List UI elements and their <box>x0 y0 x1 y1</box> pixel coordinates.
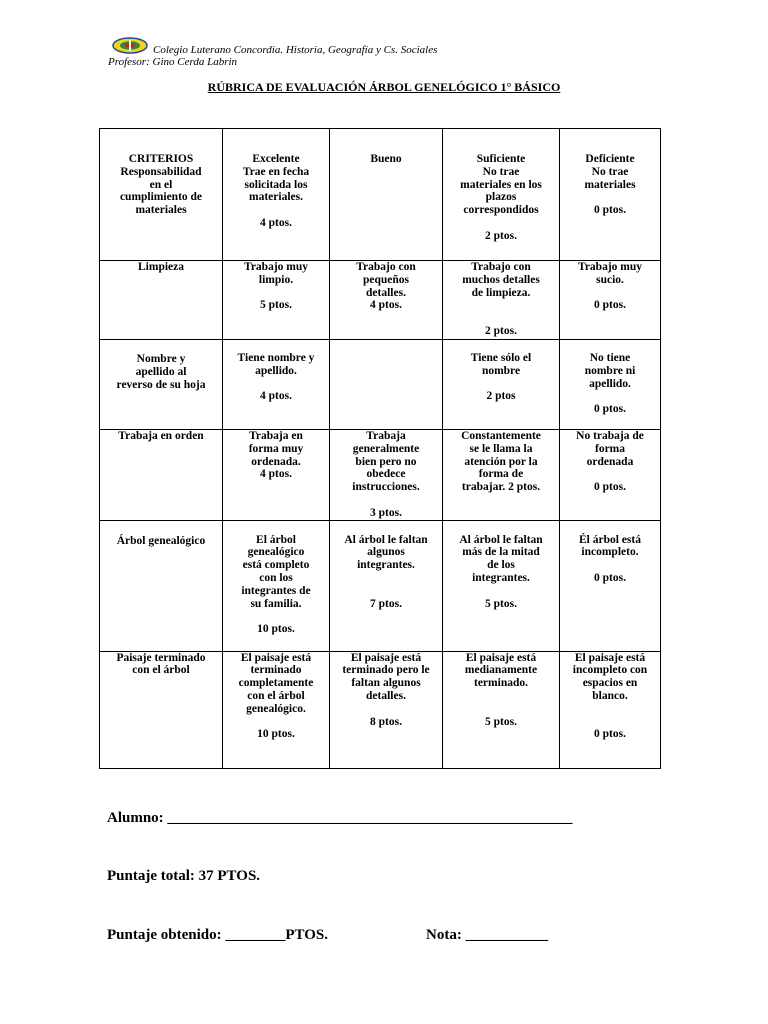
cell-line: Al árbol le faltan <box>344 533 428 546</box>
cell-line: atención por la <box>464 455 538 468</box>
cell-line: terminado. <box>474 677 528 690</box>
cell-line: forma <box>594 442 625 455</box>
alumno-line: Alumno: ______________________________________________________ <box>107 810 573 826</box>
cell-line: No trabaja de <box>576 430 644 442</box>
column-header: Deficiente <box>585 153 635 165</box>
rubric-table <box>99 128 661 769</box>
points-label: 4 ptos. <box>260 216 292 229</box>
cell-line: reverso de su hoja <box>116 378 206 391</box>
cell-line: forma de <box>478 468 524 481</box>
cell-line: con los <box>259 571 293 584</box>
cell-line: trabajar. 2 ptos. <box>461 481 541 494</box>
cell-line: medianamente <box>464 664 538 677</box>
cell-line: apellido. <box>255 364 297 377</box>
rubric-cell-deficiente <box>560 261 661 340</box>
cell-line: Trabaja en <box>249 430 303 442</box>
points-label: 4 ptos. <box>260 468 292 481</box>
cell-line: Tiene nombre y <box>237 352 315 364</box>
rubric-cell-criterion <box>100 129 223 261</box>
points-label: 0 ptos. <box>594 728 626 741</box>
cell-line: plazos <box>485 191 517 204</box>
cell-line: terminado pero le <box>342 664 430 677</box>
cell-line: limpio. <box>258 273 294 286</box>
cell-line: El paisaje está <box>465 651 537 664</box>
cell-line: blanco. <box>592 689 628 702</box>
points-label: 0 ptos. <box>594 571 626 584</box>
cell-line: apellido al <box>135 365 187 378</box>
rubric-cell-excelente <box>223 129 330 261</box>
cell-line: algunos <box>367 546 405 559</box>
cell-line: instrucciones. <box>352 481 420 494</box>
cell-line: Trabajo muy <box>578 261 642 273</box>
points-label: 3 ptos. <box>370 506 402 519</box>
cell-line: Trabaja en orden <box>118 430 204 442</box>
page-title: RÚBRICA DE EVALUACIÓN ÁRBOL GENELÓGICO 1° BÁSICO <box>207 80 561 94</box>
cell-line: genealógico. <box>246 702 306 715</box>
rubric-cell-criterion <box>100 340 223 430</box>
points-label: 0 ptos. <box>594 403 626 416</box>
cell-line: en el <box>149 178 173 191</box>
points-label: 2 ptos <box>486 390 516 403</box>
points-label: 5 ptos. <box>260 299 292 312</box>
points-label: 8 ptos. <box>370 715 402 728</box>
rubric-cell-criterion <box>100 651 223 768</box>
cell-line: ordenada. <box>251 455 301 468</box>
cell-line: nombre ni <box>584 364 636 377</box>
rubric-cell-criterion <box>100 520 223 651</box>
cell-line: Trae en fecha <box>242 165 310 178</box>
points-label: 10 ptos. <box>257 623 295 636</box>
rubric-cell-suficiente <box>443 261 560 340</box>
cell-line: materiales en los <box>460 178 542 191</box>
points-label: 5 ptos. <box>485 715 517 728</box>
cell-line: genealógico <box>247 546 305 559</box>
points-label: 0 ptos. <box>594 204 626 217</box>
cell-line: bien pero no <box>355 455 417 468</box>
cell-line: Trabaja <box>366 430 406 442</box>
points-label: 5 ptos. <box>485 597 517 610</box>
rubric-cell-criterion <box>100 261 223 340</box>
cell-line: de los <box>487 559 515 572</box>
table-row <box>100 651 661 768</box>
cell-line: El paisaje está <box>240 651 312 664</box>
column-header: CRITERIOS <box>128 153 194 165</box>
rubric-cell-bueno <box>330 340 443 430</box>
table-row <box>100 340 661 430</box>
rubric-cell-excelente <box>223 340 330 430</box>
rubric-cell-excelente <box>223 430 330 521</box>
cell-line: forma muy <box>248 442 304 455</box>
rubric-cell-suficiente <box>443 340 560 430</box>
cell-line: detalles. <box>366 689 406 702</box>
puntaje-obtenido: Puntaje obtenido: ________PTOS. <box>107 927 328 943</box>
cell-line: No tiene <box>589 352 631 364</box>
cell-line: su familia. <box>250 597 302 610</box>
column-header: Excelente <box>252 153 300 165</box>
cell-line: pequeños <box>362 273 410 286</box>
rubric-cell-excelente <box>223 520 330 651</box>
cell-line: Paisaje terminado <box>116 651 206 664</box>
points-label: 0 ptos. <box>594 481 626 494</box>
points-label: 4 ptos. <box>370 299 402 312</box>
rubric-cell-deficiente <box>560 340 661 430</box>
points-label: 7 ptos. <box>370 597 402 610</box>
rubric-cell-suficiente <box>443 430 560 521</box>
cell-line: integrantes. <box>357 559 415 572</box>
rubric-cell-bueno <box>330 651 443 768</box>
cell-line: No trae <box>591 165 629 178</box>
cell-line: está completo <box>242 559 310 572</box>
cell-line: completamente <box>238 677 314 690</box>
rubric-cell-bueno <box>330 430 443 521</box>
cell-line: No trae <box>482 165 520 178</box>
rubric-cell-criterion <box>100 430 223 521</box>
cell-line: de limpieza. <box>471 286 531 299</box>
cell-line: El paisaje está <box>350 651 422 664</box>
nota-line: Nota: ___________ <box>426 927 549 943</box>
cell-line: terminado <box>250 664 302 677</box>
rubric-cell-bueno <box>330 261 443 340</box>
points-label: 2 ptos. <box>485 324 517 337</box>
cell-line: con el árbol <box>247 689 305 702</box>
cell-line: generalmente <box>352 442 420 455</box>
cell-line: Trabajo muy <box>244 261 308 273</box>
rubric-cell-deficiente <box>560 129 661 261</box>
cell-line: Nombre y <box>136 353 186 365</box>
rubric-cell-suficiente <box>443 129 560 261</box>
rubric-cell-deficiente <box>560 520 661 651</box>
points-label: 4 ptos. <box>260 390 292 403</box>
cell-line: materiales <box>584 178 636 191</box>
cell-line: Tiene sólo el <box>470 352 532 364</box>
cell-line: cumplimiento de <box>119 191 203 204</box>
cell-line: Limpieza <box>138 261 184 273</box>
cell-line: más de la mitad <box>462 546 540 559</box>
cell-line: obedece <box>366 468 406 481</box>
rubric-cell-bueno <box>330 129 443 261</box>
cell-line: Él árbol está <box>579 533 641 546</box>
column-header: Suficiente <box>476 153 526 165</box>
rubric-cell-suficiente <box>443 520 560 651</box>
table-row <box>100 520 661 651</box>
rubric-cell-suficiente <box>443 651 560 768</box>
cell-line: faltan algunos <box>351 677 421 690</box>
cell-line: El paisaje está <box>574 651 646 664</box>
cell-line: nombre <box>481 364 521 377</box>
school-logo-icon <box>112 37 148 54</box>
cell-line: materiales. <box>249 191 303 204</box>
rubric-cell-excelente <box>223 651 330 768</box>
cell-line: Trabajo con <box>471 261 531 273</box>
cell-line: materiales <box>135 204 187 217</box>
puntaje-total: Puntaje total: 37 PTOS. <box>107 868 261 884</box>
teacher-name: Profesor: Gino Cerda Labrin <box>108 56 238 68</box>
cell-line: apellido. <box>589 377 631 390</box>
points-label: 10 ptos. <box>257 728 295 741</box>
points-label: 2 ptos. <box>485 229 517 242</box>
column-header: Bueno <box>370 153 402 165</box>
cell-line: incompleto con <box>572 664 648 677</box>
cell-line: detalles. <box>366 286 406 299</box>
rubric-cell-deficiente <box>560 651 661 768</box>
cell-line: correspondidos <box>463 204 539 217</box>
cell-line: Al árbol le faltan <box>459 533 543 546</box>
table-row <box>100 261 661 340</box>
cell-line: Responsabilidad <box>120 165 202 178</box>
cell-line: Constantemente <box>461 430 541 442</box>
cell-line: ordenada <box>586 455 634 468</box>
school-name: Colegio Luterano Concordia. Historia, Geografía y Cs. Sociales <box>153 44 438 56</box>
cell-line: El árbol <box>256 533 296 546</box>
rubric-cell-excelente <box>223 261 330 340</box>
cell-line: con el árbol <box>132 664 190 677</box>
cell-line: incompleto. <box>581 546 639 559</box>
cell-line: espacios en <box>582 677 638 690</box>
cell-line: se le llama la <box>469 442 533 455</box>
table-row <box>100 129 661 261</box>
rubric-cell-deficiente <box>560 430 661 521</box>
cell-line: muchos detalles <box>462 273 540 286</box>
cell-line: Trabajo con <box>356 261 416 273</box>
cell-line: integrantes. <box>472 571 530 584</box>
cell-line: sucio. <box>596 273 624 286</box>
cell-line: integrantes de <box>241 584 311 597</box>
cell-line: solicitada los <box>244 178 308 191</box>
table-row <box>100 430 661 521</box>
points-label: 0 ptos. <box>594 299 626 312</box>
rubric-cell-bueno <box>330 520 443 651</box>
cell-line: Árbol genealógico <box>116 534 206 547</box>
